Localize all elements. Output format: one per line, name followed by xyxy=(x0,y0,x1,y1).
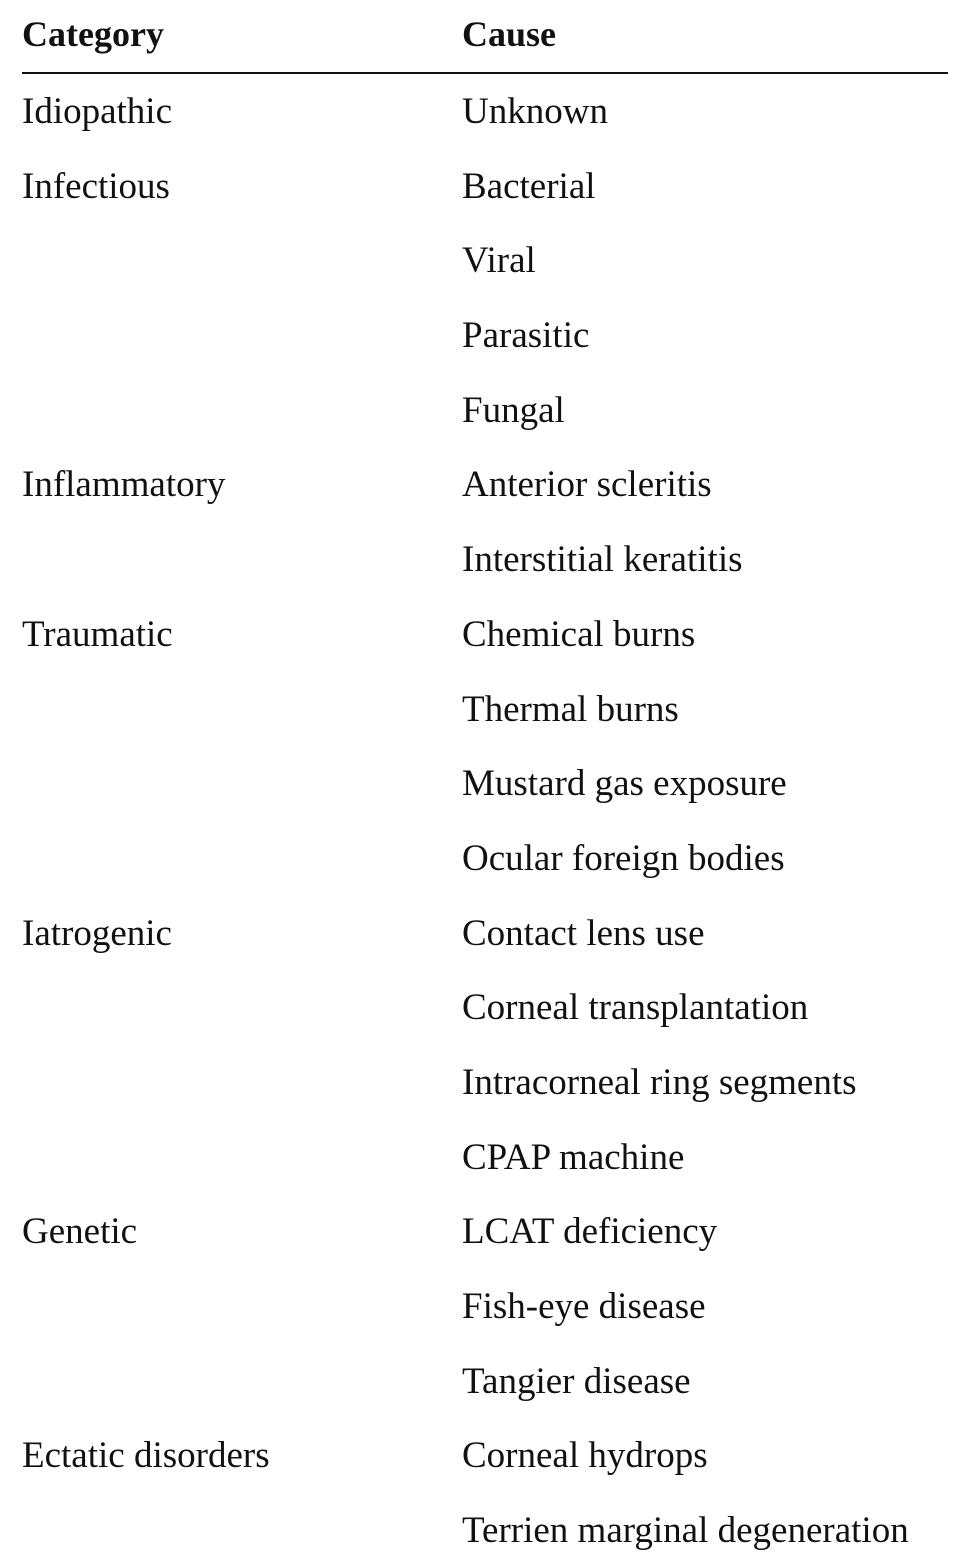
table-row xyxy=(22,1045,948,1120)
category-cell: Traumatic xyxy=(22,613,173,655)
cause-cell: Bacterial xyxy=(462,165,596,207)
cause-cell: CPAP machine xyxy=(462,1136,685,1178)
category-cell: Genetic xyxy=(22,1211,138,1253)
cause-cell: Mustard gas exposure xyxy=(462,763,787,805)
table-row xyxy=(22,821,948,896)
table-row xyxy=(22,522,948,597)
cause-cell: LCAT deficiency xyxy=(462,1211,718,1253)
table-row xyxy=(22,672,948,747)
column-header-category: Category xyxy=(22,14,164,54)
category-cell: Idiopathic xyxy=(22,91,173,132)
cause-cell: Tangier disease xyxy=(462,1360,691,1402)
category-cell: Infectious xyxy=(22,165,170,207)
cause-cell: Contact lens use xyxy=(462,912,705,954)
table-row xyxy=(22,149,948,224)
table-row xyxy=(22,1194,948,1269)
table-row xyxy=(22,1269,948,1344)
table-row xyxy=(22,1344,948,1419)
cause-cell: Fungal xyxy=(462,389,565,431)
category-cell: Iatrogenic xyxy=(22,912,172,954)
cause-cell: Parasitic xyxy=(462,315,590,357)
category-cell: Inflammatory xyxy=(22,464,226,506)
cause-cell: Ocular foreign bodies xyxy=(462,837,785,879)
table-body xyxy=(22,74,948,1568)
table-row xyxy=(22,1120,948,1195)
cause-cell: Interstitial keratitis xyxy=(462,539,743,581)
column-header-cause: Cause xyxy=(462,14,557,54)
table-row xyxy=(22,1418,948,1493)
table-row xyxy=(22,746,948,821)
cause-cell: Intracorneal ring segments xyxy=(462,1061,857,1103)
causes-table xyxy=(22,0,948,1568)
table-row xyxy=(22,223,948,298)
table-row xyxy=(22,970,948,1045)
table-row xyxy=(22,298,948,373)
cause-cell: Terrien marginal degeneration xyxy=(462,1510,909,1552)
cause-cell: Thermal burns xyxy=(462,688,679,730)
table-header xyxy=(22,0,948,74)
cause-cell: Anterior scleritis xyxy=(462,464,712,506)
table-row xyxy=(22,74,948,149)
table-row xyxy=(22,896,948,971)
cause-cell: Unknown xyxy=(462,91,608,132)
table-row xyxy=(22,1493,948,1568)
table-row xyxy=(22,373,948,448)
table-row xyxy=(22,447,948,522)
cause-cell: Corneal hydrops xyxy=(462,1435,708,1477)
cause-cell: Viral xyxy=(462,240,536,282)
category-cell: Ectatic disorders xyxy=(22,1435,270,1477)
cause-cell: Corneal transplantation xyxy=(462,987,809,1029)
cause-cell: Fish-eye disease xyxy=(462,1286,706,1327)
table-row xyxy=(22,597,948,672)
cause-cell: Chemical burns xyxy=(462,613,696,655)
